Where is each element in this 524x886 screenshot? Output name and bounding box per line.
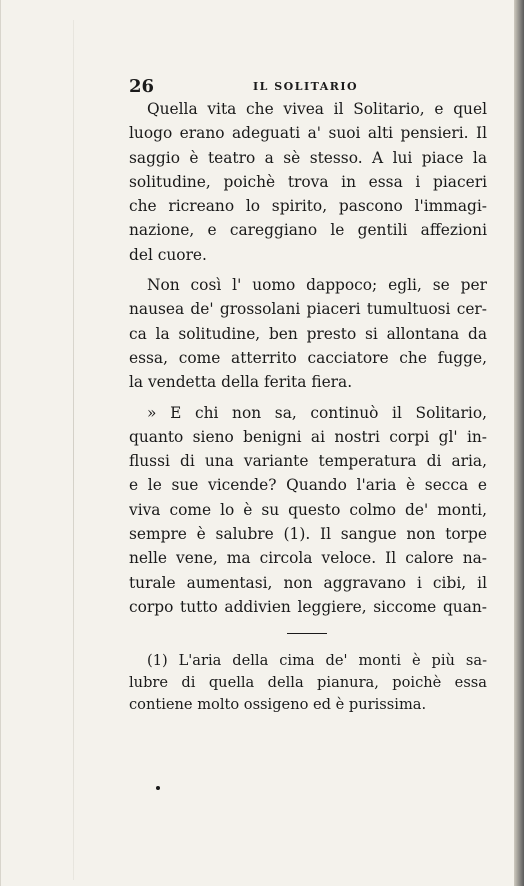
running-head: IL SOLITARIO: [253, 80, 359, 93]
text-line: Non così l' uomo dappoco; egli, se per: [147, 276, 487, 295]
page-fold-line: [73, 20, 74, 880]
ink-speck: [156, 786, 160, 790]
paragraph-1: [129, 97, 487, 267]
paragraph-2: [129, 273, 487, 394]
footnote-line: contiene molto ossigeno ed è purissima.: [129, 696, 427, 713]
footnote-line: lubre di quella della pianura, poichè essa: [129, 674, 487, 691]
text-line: viva come lo è su questo colmo de' monti,: [129, 500, 487, 519]
page-header: [129, 76, 485, 96]
text-line: sempre è salubre (1). Il sangue non torpe: [129, 525, 487, 544]
text-line: solitudine, poichè trova in essa i piaceri: [129, 172, 487, 191]
page-edge-shadow: [514, 0, 524, 886]
text-line: la vendetta della ferita fiera.: [129, 373, 353, 392]
text-line: nelle vene, ma circola veloce. Il calore na-: [129, 549, 487, 568]
text-line: del cuore.: [129, 245, 207, 264]
paragraph-3: [129, 401, 487, 620]
footnote: [129, 650, 487, 716]
text-line: corpo tutto addivien leggiere, siccome quan-: [129, 597, 487, 616]
text-line: nazione, e careggiano le gentili affezioni: [129, 221, 487, 240]
text-line: Quella vita che vivea il Solitario, e quel: [147, 100, 487, 118]
text-line: e le sue vicende? Quando l'aria è secca e: [129, 476, 487, 495]
footnote-line: (1) L'aria della cima de' monti è più sa-: [147, 652, 487, 669]
text-line: ca la solitudine, ben presto si allontana da: [129, 324, 487, 343]
text-line: luogo erano adeguati a' suoi alti pensieri. Il: [129, 124, 487, 143]
body-text: [129, 97, 487, 619]
text-line: quanto sieno benigni ai nostri corpi gl' in-: [129, 427, 487, 446]
text-line: » E chi non sa, continuò il Solitario,: [147, 403, 487, 422]
text-line: che ricreano lo spirito, pascono l'immagi-: [129, 197, 487, 216]
text-line: nausea de' grossolani piaceri tumultuosi cer-: [129, 300, 487, 319]
text-line: essa, come atterrito cacciatore che fugge,: [129, 348, 487, 367]
text-line: flussi di una variante temperatura di aria,: [129, 452, 487, 471]
page-number: 26: [129, 76, 155, 97]
text-line: turale aumentasi, non aggravano i cibi, il: [129, 573, 487, 592]
footnote-separator: [287, 633, 327, 634]
text-line: saggio è teatro a sè stesso. A lui piace la: [129, 148, 487, 167]
